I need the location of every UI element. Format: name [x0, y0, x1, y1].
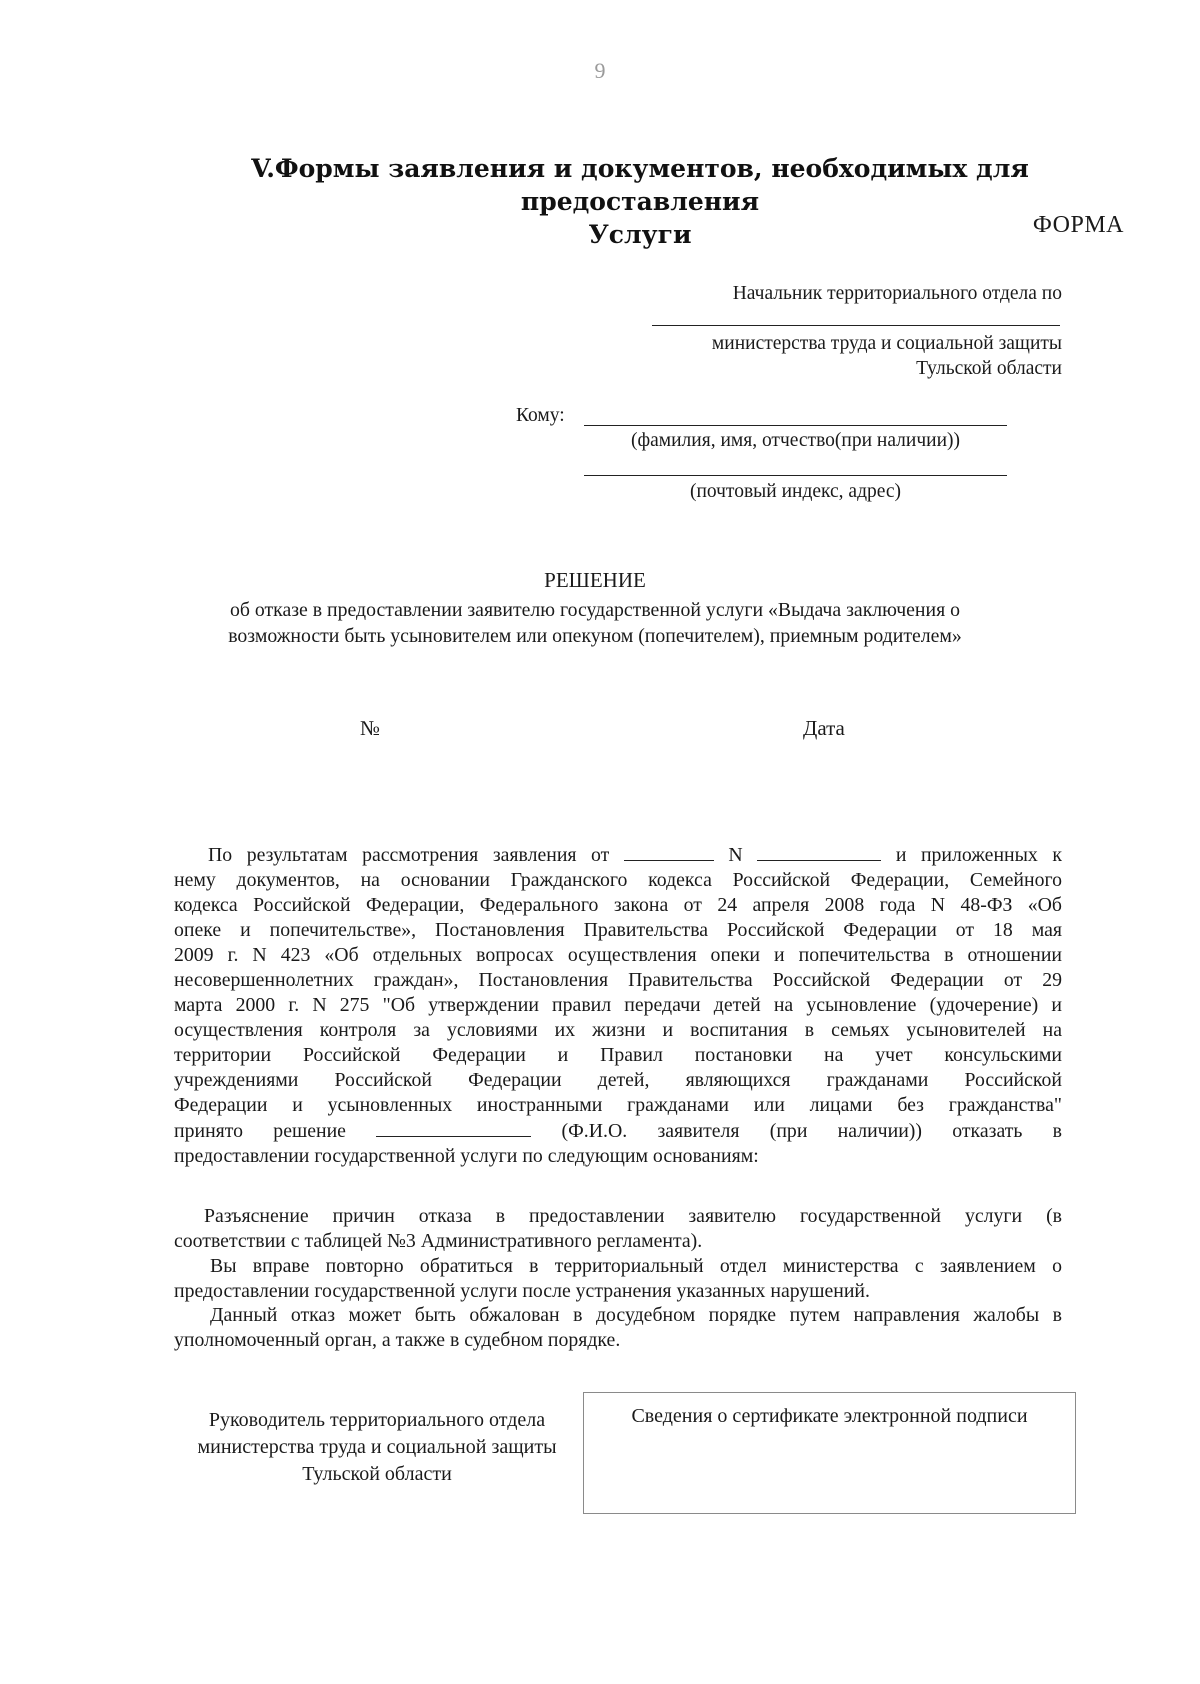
main-line-5: 2009 г. N 423 «Об отдельных вопросах осуществления опеки и попечительства в отношении [174, 944, 1062, 966]
decision-subtitle [150, 597, 1040, 649]
recipient-label: Кому: [516, 405, 565, 426]
appeal-line-2: уполномоченный орган, а также в судебном порядке. [174, 1329, 621, 1351]
decision-subtitle-line1: об отказе в предоставлении заявителю государственной услуги «Выдача заключения о [229, 599, 961, 621]
explanation-line-2: соответствии с таблицей №3 Административного регламента). [174, 1230, 703, 1252]
date-label: Дата [803, 716, 845, 740]
recipient-name-hint: (фамилия, имя, отчество(при наличии)) [631, 430, 960, 451]
addressee-line1: Начальник территориального отдела по [732, 283, 1062, 304]
main-line-1: По результатам рассмотрения заявления от N и приложенных к [208, 844, 1062, 866]
signer-line1: Руководитель территориального отдела [208, 1409, 546, 1431]
appeal-line-1: Данный отказ может быть обжалован в досудебном порядке путем направления жалобы в [210, 1304, 1062, 1326]
recipient-name-line[interactable] [584, 425, 1007, 426]
number-label: № [360, 716, 381, 740]
main-line-3: кодекса Российской Федерации, Федерального закона от 24 апреля 2008 года N 48-ФЗ «Об [174, 894, 1062, 916]
decision-subtitle-line2: возможности быть усыновителем или опекуном (попечителем), приемным родителем» [228, 625, 962, 647]
reapply-line-1: Вы вправе повторно обратиться в территориальный отдел министерства с заявлением о [210, 1255, 1062, 1277]
explanation-line-1: Разъяснение причин отказа в предоставлении заявителю государственной услуги (в [204, 1205, 1062, 1227]
recipient-address-line[interactable] [584, 475, 1007, 476]
signer-line2: министерства труда и социальной защиты [197, 1436, 557, 1458]
main-line-9: территории Российской Федерации и Правил постановки на учет консульскими [174, 1044, 1062, 1066]
main-line-2: нему документов, на основании Гражданского кодекса Российской Федерации, Семейного [174, 869, 1062, 891]
main-paragraph [174, 842, 1062, 1169]
form-label: ФОРМА [1032, 212, 1124, 238]
main-line-6: несовершеннолетних граждан», Постановления Правительства Российской Федерации от 29 [174, 969, 1062, 991]
application-number-blank[interactable] [757, 842, 881, 861]
signer-block [172, 1407, 582, 1488]
application-date-blank[interactable] [624, 842, 714, 861]
main-line-8: осуществления контроля за условиями их жизни и воспитания в семьях усыновителей на [174, 1019, 1062, 1041]
main-line-4: опеке и попечительстве», Постановления Правительства Российской Федерации от 18 мая [174, 919, 1062, 941]
decision-title: РЕШЕНИЕ [544, 568, 646, 592]
main-line-7: марта 2000 г. N 275 "Об утверждении правил передачи детей на усыновление (удочерение) и [174, 994, 1062, 1016]
signer-line3: Тульской области [302, 1463, 452, 1485]
recipient-address-hint: (почтовый индекс, адрес) [689, 481, 902, 502]
main-line-11: Федерации и усыновленных иностранными гражданами или лицами без гражданства" [174, 1094, 1062, 1116]
section-title-line2: Услуги [588, 220, 692, 249]
main-line-10: учреждениями Российской Федерации детей, являющихся гражданами Российской [174, 1069, 1062, 1091]
reapply-paragraph [174, 1254, 1062, 1304]
addressee-line3: Тульской области [916, 358, 1062, 379]
department-blank-line[interactable] [652, 325, 1060, 326]
reapply-line-2: предоставлении государственной услуги после устранения указанных нарушений. [174, 1280, 870, 1302]
section-title [150, 152, 1130, 251]
addressee-line2: министерства труда и социальной защиты [711, 333, 1062, 354]
section-title-line1: V.Формы заявления и документов, необходимых для предоставления [251, 154, 1029, 216]
explanation-paragraph [174, 1204, 1062, 1254]
page-number: 9 [594, 58, 606, 83]
applicant-name-blank[interactable] [376, 1118, 531, 1137]
signature-certificate-box [583, 1392, 1076, 1514]
main-line-13: предоставлении государственной услуги по следующим основаниям: [174, 1145, 759, 1167]
appeal-paragraph [174, 1303, 1062, 1353]
main-line-12: принято решение (Ф.И.О. заявителя (при наличии)) отказать в [174, 1120, 1063, 1142]
certificate-label: Сведения о сертификате электронной подписи [631, 1405, 1028, 1427]
